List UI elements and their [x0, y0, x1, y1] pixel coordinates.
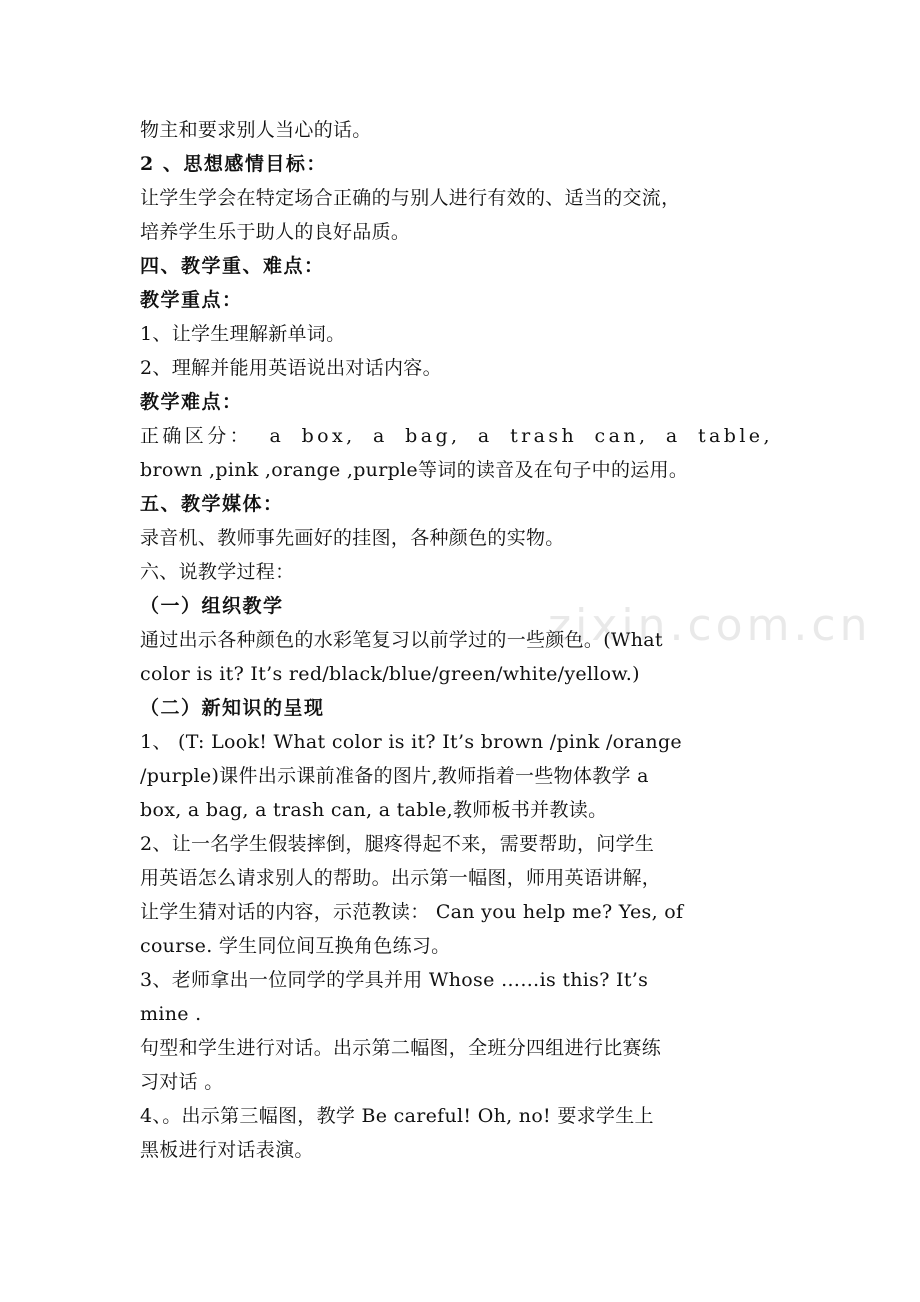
text-line: 用英语怎么请求别人的帮助。出示第一幅图，师用英语讲解，: [140, 867, 662, 889]
text-line: 六、说教学过程：: [140, 561, 295, 583]
text-line: 1、 (T: Look! What color is it? It’s brown /pink /orange: [140, 731, 682, 753]
text-line: /purple)课件出示课前准备的图片,教师指着一些物体教学 a: [140, 765, 649, 787]
section-heading: 教学难点：: [140, 391, 243, 413]
text-line: 4、。出示第三幅图，教学 Be careful! Oh, no! 要求学生上: [140, 1105, 654, 1127]
text-line: 2、让一名学生假装摔倒，腿疼得起不来，需要帮助，问学生: [140, 833, 655, 855]
text-line: 物主和要求别人当心的话。: [140, 119, 372, 141]
text-line: 正确区分： a box, a bag, a trash can, a table,: [140, 425, 773, 447]
text-line: mine .: [140, 1003, 202, 1025]
text-line: 让学生学会在特定场合正确的与别人进行有效的、适当的交流，: [140, 187, 681, 209]
section-heading: 五、教学媒体：: [140, 493, 284, 515]
watermark: zixin.com.cn: [548, 600, 872, 651]
text-line: 培养学生乐于助人的良好品质。: [140, 221, 411, 243]
text-line: 2、理解并能用英语说出对话内容。: [140, 357, 442, 379]
section-heading: 四、教学重、难点：: [140, 255, 325, 277]
text-line: box, a bag, a trash can, a table,教师板书并教读。: [140, 799, 608, 821]
text-line: 通过出示各种颜色的水彩笔复习以前学过的一些颜色。(What: [140, 629, 663, 651]
text-line: course. 学生同位间互换角色练习。: [140, 935, 451, 957]
section-heading: （一）组织教学: [140, 595, 284, 617]
text-line: 录音机、教师事先画好的挂图，各种颜色的实物。: [140, 527, 565, 549]
text-line: 3、老师拿出一位同学的学具并用 Whose ……is this? It’s: [140, 969, 649, 991]
section-heading: 2 、思想感情目标：: [140, 153, 327, 175]
text-line: 1、让学生理解新单词。: [140, 323, 346, 345]
text-line: 习对话 。: [140, 1071, 224, 1093]
text-line: color is it? It’s red/black/blue/green/white/yellow.): [140, 663, 640, 685]
text-line: 黑板进行对话表演。: [140, 1139, 314, 1161]
section-heading: （二）新知识的呈现: [140, 697, 325, 719]
text-line: 让学生猜对话的内容，示范教读： Can you help me? Yes, of: [140, 901, 684, 923]
section-heading: 教学重点：: [140, 289, 243, 311]
text-line: brown ,pink ,orange ,purple等词的读音及在句子中的运用。: [140, 459, 689, 481]
text-line: 句型和学生进行对话。出示第二幅图，全班分四组进行比赛练: [140, 1037, 662, 1059]
